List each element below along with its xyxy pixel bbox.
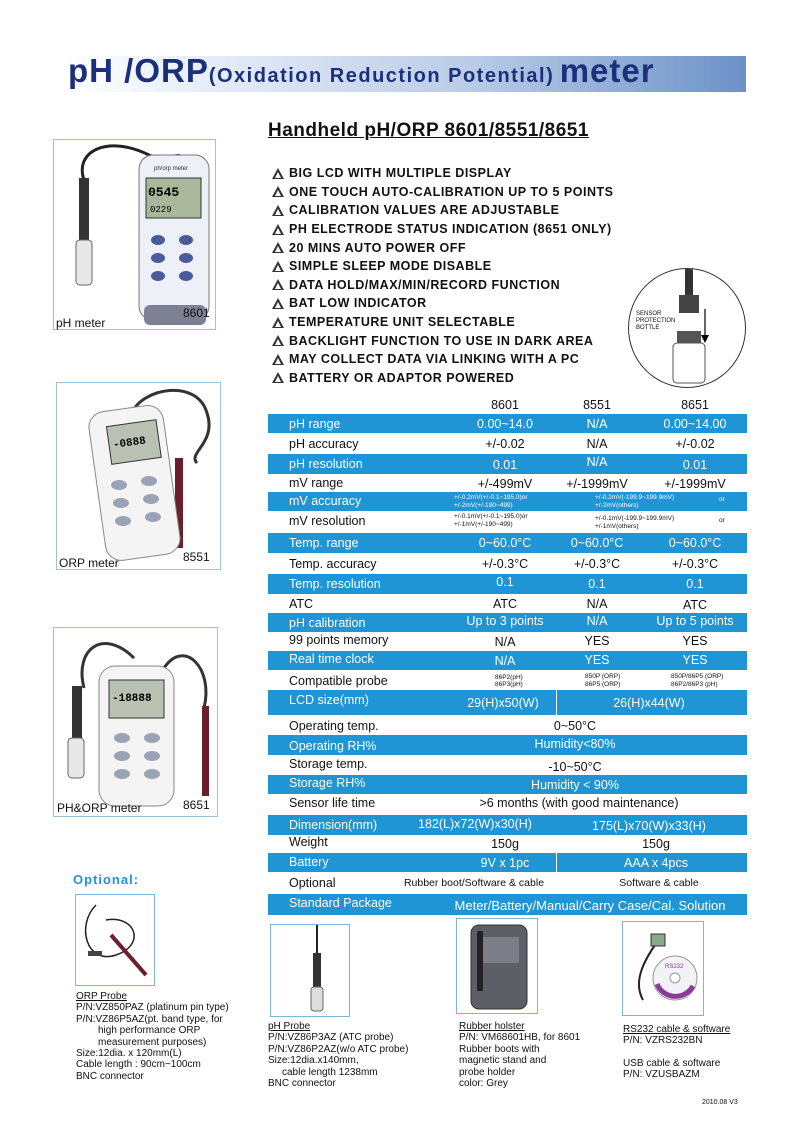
spec-value: Rubber boot/Software & cable: [403, 877, 545, 889]
spec-label: Dimension(mm): [289, 818, 378, 832]
detail-line: Size:12dia.x140mm,: [268, 1055, 359, 1067]
detail-line: BNC connector: [76, 1070, 144, 1082]
spec-label: Optional: [289, 876, 336, 890]
spec-value: 86P2/86P3 (pH): [671, 681, 718, 688]
spec-label: Weight: [289, 835, 328, 849]
product-model-8651: 8651: [183, 798, 210, 812]
spec-label: Storage temp.: [289, 757, 368, 771]
meter-brand-text: ph/orp meter: [154, 166, 189, 172]
spec-value: 150g: [642, 837, 670, 851]
spec-value: >6 months (with good maintenance): [479, 796, 679, 810]
spec-label: Compatible probe: [289, 674, 388, 688]
spec-value: YES: [584, 653, 610, 667]
spec-row-ph-range: [268, 414, 747, 433]
ph-probe-photo: [270, 924, 350, 1017]
spacer: [623, 1047, 730, 1058]
model-header: 8601: [491, 398, 519, 412]
spec-value: 0.1: [588, 577, 606, 591]
spec-value: 0~60.0°C: [478, 536, 532, 550]
spec-value: +/-0.3°C: [481, 557, 529, 571]
spec-row-memory: [268, 632, 747, 651]
version-footer: 2010.08 V3: [702, 1099, 738, 1106]
spec-value: 182(L)x72(W)x30(H): [418, 817, 532, 831]
warning-triangle-icon: [272, 224, 285, 235]
spec-value: +/-1mV(+/-190~499): [454, 521, 513, 528]
spec-row-ph-resolution: [268, 454, 747, 474]
feature-item: CALIBRATION VALUES ARE ADJUSTABLE: [272, 201, 613, 220]
rubber-holster-photo: [456, 918, 538, 1014]
spec-value: +/-0.2mV(-199.9~199.9mV): [595, 494, 675, 501]
spec-value: 150g: [491, 837, 519, 851]
detail-line: magnetic stand and: [459, 1055, 547, 1067]
spec-value: N/A: [586, 437, 608, 451]
spec-value: Meter/Battery/Manual/Carry Case/Cal. Solution: [454, 898, 726, 913]
spec-value: 0~60.0°C: [570, 536, 624, 550]
cd-label: RS232: [665, 964, 684, 970]
detail-line: P/N: VZUSBAZM: [623, 1069, 700, 1081]
spec-value: Humidity < 90%: [531, 778, 619, 792]
spec-row-temp-resolution: [268, 574, 747, 594]
column-divider: [556, 853, 557, 872]
spec-row-st-rh: [268, 775, 747, 794]
spec-label: Operating RH%: [289, 739, 377, 753]
spec-value: +/-1999mV: [664, 477, 726, 491]
feature-item: 20 MINS AUTO POWER OFF: [272, 238, 613, 257]
spec-row-optional: [268, 873, 747, 893]
spec-row-temp-accuracy: [268, 554, 747, 573]
spec-value: +/-1999mV: [566, 477, 628, 491]
detail-line: BNC connector: [268, 1078, 336, 1090]
spec-value: 86P3(pH): [495, 681, 523, 688]
spec-row-temp-range: [268, 533, 747, 553]
spec-value: 0.01: [682, 458, 708, 472]
spec-value: Software & cable: [619, 877, 699, 889]
spec-value: Humidity<80%: [534, 737, 616, 751]
spec-value: 86P2(pH): [495, 674, 523, 681]
spec-value: 0.01: [492, 458, 518, 472]
detail-line: Size:12dia. x 120mm(L): [76, 1048, 182, 1060]
spec-value: ATC: [492, 597, 518, 611]
detail-line: cable length 1238mm: [282, 1066, 378, 1078]
feature-list: [272, 164, 613, 387]
orp-probe-photo: [75, 894, 155, 986]
spec-label: LCD size(mm): [289, 693, 369, 707]
spec-value: or: [719, 496, 725, 503]
spec-label: Real time clock: [289, 652, 374, 666]
spec-row-mv-resolution: [268, 511, 747, 531]
spec-label: Sensor life time: [289, 796, 376, 810]
feature-item: BATTERY OR ADAPTOR POWERED: [272, 369, 613, 388]
orp-probe-illustration: [76, 895, 156, 987]
spec-value: +/-1mV(others): [595, 523, 639, 530]
spec-value: N/A: [494, 635, 516, 649]
spec-row-life: [268, 794, 747, 814]
warning-triangle-icon: [272, 335, 285, 346]
spec-value: +/-2mV(others): [595, 502, 639, 509]
detail-line: Rubber boots with: [459, 1043, 540, 1055]
rs232-details: [623, 1024, 730, 1081]
warning-triangle-icon: [272, 186, 285, 197]
ph-probe-title: pH Probe: [268, 1021, 311, 1032]
product-name-8651: PH&ORP meter: [57, 801, 142, 815]
spec-label: Operating temp.: [289, 719, 379, 733]
spec-value: or: [719, 517, 725, 524]
rubber-holster-illustration: [457, 919, 539, 1015]
warning-triangle-icon: [272, 298, 285, 309]
spec-value: 86P5 (ORP): [585, 681, 621, 688]
spec-label: pH accuracy: [289, 437, 359, 451]
product-8551-photo: [56, 382, 221, 570]
spec-value: 26(H)x44(W): [613, 696, 685, 710]
section-subtitle: Handheld pH/ORP 8601/8551/8651: [268, 120, 589, 141]
spec-value: 850P/86P5 (ORP): [671, 673, 724, 680]
ph-orp-meter-illustration: [54, 628, 219, 818]
rubber-holster-details: [459, 1021, 580, 1089]
page-title: [68, 52, 655, 90]
spec-value: 850P (ORP): [585, 673, 621, 680]
spec-value: N/A: [586, 417, 608, 431]
rs232-photo: [622, 921, 704, 1016]
rs232-title: RS232 cable & software: [623, 1024, 731, 1035]
lcd-top-readout: 0545: [148, 185, 180, 200]
spec-value: YES: [682, 653, 708, 667]
sensor-bottle-label: SENSOR PROTECTION BOTTLE: [636, 311, 676, 331]
orp-probe-title: ORP Probe: [76, 991, 127, 1002]
detail-line: P/N:VZ86P3AZ (ATC probe): [268, 1032, 394, 1044]
warning-triangle-icon: [272, 317, 285, 328]
spec-label: Temp. range: [289, 536, 359, 550]
detail-line: Cable length : 90cm~100cm: [76, 1059, 201, 1071]
model-header: 8651: [681, 398, 709, 412]
ph-meter-illustration: [54, 140, 217, 331]
spec-row-package: [268, 894, 747, 915]
spec-row-mv-range: [268, 474, 747, 492]
feature-item: BIG LCD WITH MULTIPLE DISPLAY: [272, 164, 613, 183]
spec-label: mV range: [289, 476, 344, 490]
product-name-8551: ORP meter: [59, 556, 119, 570]
spec-row-clock: [268, 651, 747, 670]
spec-value: 0.00~14.00: [663, 417, 727, 431]
product-model-8551: 8551: [183, 550, 210, 564]
detail-line: color: Grey: [459, 1078, 508, 1090]
spec-label: Battery: [289, 855, 329, 869]
spec-value: AAA x 4pcs: [624, 856, 688, 870]
product-8601-photo: [53, 139, 216, 330]
detail-line: probe holder: [459, 1066, 516, 1078]
spec-value: +/-0.1mV(+/-0.1~195.0)or: [454, 513, 528, 520]
detail-line: high performance ORP: [98, 1025, 201, 1037]
warning-triangle-icon: [272, 372, 285, 383]
spec-row-mv-accuracy: [268, 492, 747, 511]
spec-row-atc: [268, 594, 747, 613]
spec-value: 175(L)x70(W)x33(H): [592, 819, 706, 833]
spec-label: Standard Package: [289, 896, 392, 910]
column-divider: [556, 690, 557, 715]
spec-value: YES: [584, 634, 610, 648]
spec-label: 99 points memory: [289, 633, 389, 647]
feature-item: TEMPERATURE UNIT SELECTABLE: [272, 313, 613, 332]
spec-row-ph-accuracy: [268, 434, 747, 453]
warning-triangle-icon: [272, 168, 285, 179]
spec-value: -10~50°C: [548, 760, 602, 774]
warning-triangle-icon: [272, 242, 285, 253]
spec-label: Temp. accuracy: [289, 557, 377, 571]
warning-triangle-icon: [272, 261, 285, 272]
model-header: 8551: [583, 398, 611, 412]
feature-item: BAT LOW INDICATOR: [272, 294, 613, 313]
detail-line: P/N:VZ850PAZ (platinum pin type): [76, 1002, 229, 1014]
holster-title: Rubber holster: [459, 1021, 525, 1032]
feature-item: PH ELECTRODE STATUS INDICATION (8651 ONLY): [272, 220, 613, 239]
spec-value: N/A: [494, 654, 516, 668]
spec-row-op-temp: [268, 715, 747, 735]
lcd-bottom-readout: 0229: [150, 205, 172, 215]
spec-value: 0~50°C: [553, 719, 597, 733]
spec-value: +/-0.02: [485, 437, 525, 451]
spec-label: pH range: [289, 417, 341, 431]
spec-row-battery: [268, 853, 747, 872]
detail-line: P/N:VZ86P5AZ(pt. band type, for: [76, 1013, 223, 1025]
product-8651-photo: [53, 627, 218, 817]
title-ph-orp: pH /ORP: [68, 52, 209, 89]
feature-item: BACKLIGHT FUNCTION TO USE IN DARK AREA: [272, 331, 613, 350]
spec-value: +/-0.1mV(-199.9~199.9mV): [595, 515, 675, 522]
spec-row-probe: [268, 670, 747, 690]
warning-triangle-icon: [272, 205, 285, 216]
feature-item: DATA HOLD/MAX/MIN/RECORD FUNCTION: [272, 276, 613, 295]
spec-value: 29(H)x50(W): [467, 696, 539, 710]
spec-row-dimension: [268, 815, 747, 835]
ph-probe-details: [268, 1021, 408, 1089]
spec-label: pH resolution: [289, 457, 363, 471]
feature-item: ONE TOUCH AUTO-CALIBRATION UP TO 5 POINTS: [272, 183, 613, 202]
detail-line: P/N: VZRS232BN: [623, 1035, 703, 1047]
spec-value: +/-0.2mV(+/-0.1~195.0)or: [454, 494, 528, 501]
detail-line: P/N: VM68601HB, for 8601: [459, 1032, 581, 1044]
spec-row-ph-calibration: [268, 613, 747, 632]
spec-value: Up to 3 points: [466, 614, 544, 628]
spec-label: mV resolution: [289, 514, 366, 528]
spec-value: 0.1: [686, 577, 704, 591]
warning-triangle-icon: [272, 279, 285, 290]
detail-line: measurement purposes): [98, 1036, 207, 1048]
spec-value: 0.1: [496, 575, 514, 589]
spec-value: 0~60.0°C: [668, 536, 722, 550]
spec-value: +/-0.02: [675, 437, 715, 451]
spec-label: mV accuracy: [289, 494, 362, 508]
detail-line: P/N:VZ86P2AZ(w/o ATC probe): [268, 1043, 409, 1055]
spec-row-weight: [268, 835, 747, 853]
spec-value: ATC: [682, 598, 708, 612]
orp-meter-illustration: [57, 383, 222, 571]
feature-item: SIMPLE SLEEP MODE DISABLE: [272, 257, 613, 276]
spec-label: Temp. resolution: [289, 577, 381, 591]
product-name-8601: pH meter: [56, 316, 106, 330]
spec-value: +/-2mV(+/-190~499): [454, 502, 513, 509]
spec-label: pH calibration: [289, 616, 366, 630]
spec-value: 9V x 1pc: [480, 856, 530, 870]
spec-header-row: [268, 396, 747, 414]
spec-row-lcd: [268, 690, 747, 715]
optional-heading: Optional:: [73, 872, 140, 887]
spec-row-op-rh: [268, 735, 747, 755]
title-oxidation: (Oxidation Reduction Potential): [208, 65, 555, 87]
rs232-cable-cd-illustration: [623, 922, 705, 1017]
product-model-8601: 8601: [183, 306, 210, 320]
spec-value: 0.00~14.0: [477, 417, 533, 431]
spec-value: N/A: [586, 597, 608, 611]
spec-value: +/-0.3°C: [671, 557, 719, 571]
spec-value: +/-0.3°C: [573, 557, 621, 571]
spec-value: YES: [682, 634, 708, 648]
warning-triangle-icon: [272, 354, 285, 365]
spec-value: N/A: [586, 455, 608, 469]
spec-value: +/-499mV: [477, 477, 533, 491]
lcd-readout: -18888: [112, 693, 152, 705]
spec-value: N/A: [586, 614, 608, 628]
orp-probe-details: [76, 991, 229, 1082]
spec-value: Up to 5 points: [656, 614, 734, 628]
lcd-readout: -0888: [112, 435, 147, 452]
spec-label: Storage RH%: [289, 776, 366, 790]
spec-label: ATC: [289, 597, 314, 611]
detail-line: USB cable & software: [623, 1057, 721, 1069]
spec-row-st-temp: [268, 755, 747, 775]
feature-item: MAY COLLECT DATA VIA LINKING WITH A PC: [272, 350, 613, 369]
ph-probe-illustration: [271, 925, 351, 1018]
title-meter: meter: [559, 52, 655, 89]
